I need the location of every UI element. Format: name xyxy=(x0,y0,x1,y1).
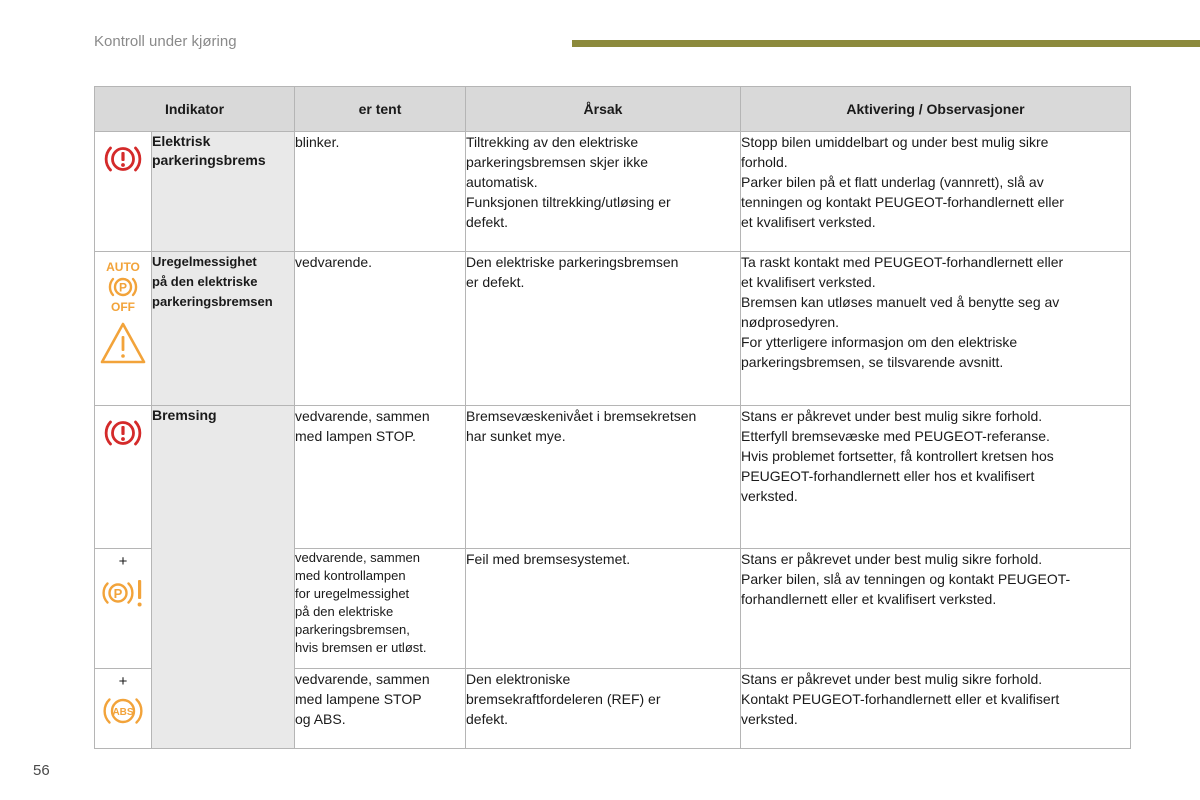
indicator-table xyxy=(94,86,1131,749)
brake-warning-icon xyxy=(103,142,143,176)
header-accent-bar xyxy=(572,40,1200,47)
cause-text: Tiltrekking av den elektriske parkeringsbremsen skjer ikke automatisk. Funksjonen tiltrekking/utløsing er defekt. xyxy=(466,132,741,252)
abs-icon xyxy=(100,693,146,729)
cause-text: Den elektroniske bremsekraftfordeleren (REF) er defekt. xyxy=(466,669,741,749)
col-header-indicator: Indikator xyxy=(95,87,295,132)
icon-cell xyxy=(95,669,152,749)
off-label: OFF xyxy=(111,300,135,314)
col-header-cause: Årsak xyxy=(466,87,741,132)
action-text: Stans er påkrevet under best mulig sikre forhold. Etterfyll bremsevæske med PEUGEOT-referanse. Hvis problemet fortsetter, få kontrollert kretsen hos PEUGEOT-forhandlernett eller hos et kvalifisert verksted. xyxy=(741,406,1131,549)
table-header-row xyxy=(95,87,1131,132)
icon-cell xyxy=(95,252,152,406)
p-letter: P xyxy=(113,586,123,601)
indicator-name: Bremsing xyxy=(152,406,295,749)
auto-label: AUTO xyxy=(106,260,140,274)
warning-triangle-icon xyxy=(98,320,148,366)
cause-text: Feil med bremsesystemet. xyxy=(466,549,741,669)
cause-text: Bremsevæskenivået i bremsekretsen har sunket mye. xyxy=(466,406,741,549)
action-text: Stopp bilen umiddelbart og under best mulig sikre forhold. Parker bilen på et flatt underlag (vannrett), slå av tenningen og kontakt PEUGEOT-forhandlernett eller et kvalifisert verksted. xyxy=(741,132,1131,252)
table-row xyxy=(95,406,1131,549)
action-text: Stans er påkrevet under best mulig sikre forhold. Kontakt PEUGEOT-forhandlernett eller et kvalifisert verksted. xyxy=(741,669,1131,749)
plus-sign: + xyxy=(118,673,128,690)
table-row xyxy=(95,132,1131,252)
table-row xyxy=(95,252,1131,406)
parking-brake-fault-icon xyxy=(99,577,147,609)
header-title: Kontroll under kjøring xyxy=(94,33,237,50)
auto-parking-brake-icon xyxy=(100,260,146,314)
indicator-name: Uregelmessighet på den elektriske parkeringsbremsen xyxy=(152,252,295,406)
lit-state: vedvarende. xyxy=(295,252,466,406)
lit-state: vedvarende, sammen med lampen STOP. xyxy=(295,406,466,549)
indicator-name: Elektrisk parkeringsbrems xyxy=(152,132,295,252)
lit-state: blinker. xyxy=(295,132,466,252)
cause-text: Den elektriske parkeringsbremsen er defekt. xyxy=(466,252,741,406)
icon-cell xyxy=(95,132,152,252)
brake-warning-icon xyxy=(103,416,143,450)
p-letter: P xyxy=(118,280,128,295)
abs-label: ABS xyxy=(112,707,134,718)
action-text: Stans er påkrevet under best mulig sikre forhold. Parker bilen, slå av tenningen og kontakt PEUGEOT- forhandlernett eller et kvalifisert verksted. xyxy=(741,549,1131,669)
icon-cell xyxy=(95,549,152,669)
plus-sign: + xyxy=(118,553,128,570)
lit-state: vedvarende, sammen med lampene STOP og ABS. xyxy=(295,669,466,749)
action-text: Ta raskt kontakt med PEUGEOT-forhandlernett eller et kvalifisert verksted. Bremsen kan utløses manuelt ved å benytte seg av nødprosedyren. For ytterligere informasjon om den elektriske parkeringsbremsen, se tilsvarende avsnitt. xyxy=(741,252,1131,406)
col-header-action: Aktivering / Observasjoner xyxy=(741,87,1131,132)
page-number: 56 xyxy=(33,762,50,779)
col-header-lit: er tent xyxy=(295,87,466,132)
icon-cell xyxy=(95,406,152,549)
lit-state: vedvarende, sammen med kontrollampen for uregelmessighet på den elektriske parkeringsbremsen, hvis bremsen er utløst. xyxy=(295,549,466,669)
